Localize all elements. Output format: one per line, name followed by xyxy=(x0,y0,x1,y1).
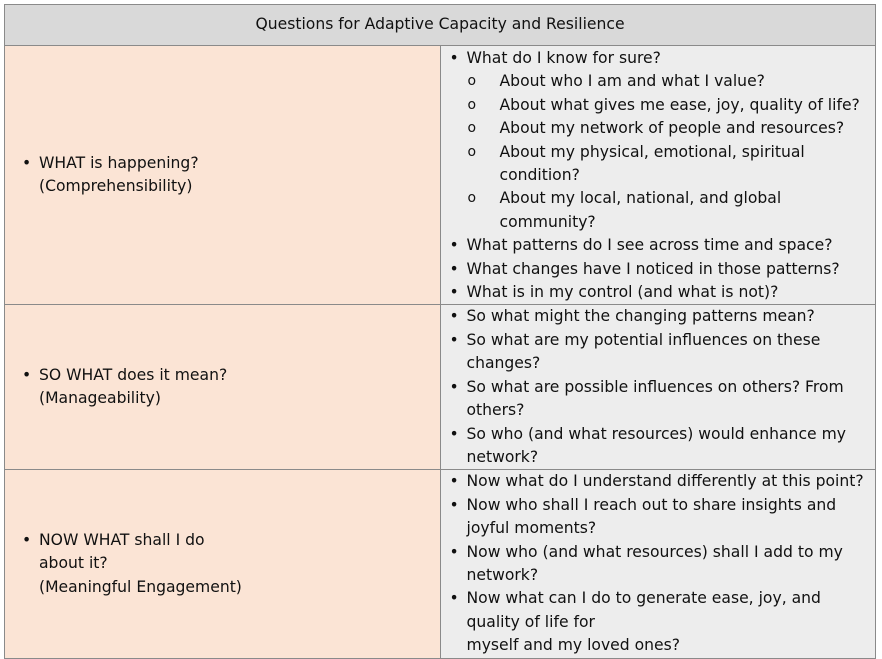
row-heading-cell xyxy=(5,46,441,305)
row-heading: • SO WHAT does it mean? (Manageability) xyxy=(39,364,434,411)
row-heading-cell xyxy=(5,470,441,658)
sub-list-item: o About what gives me ease, joy, quality of life? xyxy=(467,94,870,117)
list-item: • So what are my potential influences on these changes? xyxy=(467,329,870,376)
sub-list-item: o About my physical, emotional, spiritual condition? xyxy=(467,141,870,188)
questions-cell xyxy=(440,305,876,470)
list-item: • Now what can I do to generate ease, joy, and quality of life for myself and my loved ones? xyxy=(467,587,870,657)
sub-list-item: o About my network of people and resources? xyxy=(467,117,870,140)
table-row xyxy=(5,470,876,658)
questions-cell xyxy=(440,46,876,305)
row-heading: • NOW WHAT shall I do about it? (Meaningful Engagement) xyxy=(39,529,434,599)
table-row xyxy=(5,46,876,305)
table-row xyxy=(5,305,876,470)
list-item: • Now what do I understand differently at this point? xyxy=(467,470,870,493)
list-item: • Now who (and what resources) shall I add to my network? xyxy=(467,541,870,588)
list-item: • So who (and what resources) would enhance my network? xyxy=(467,423,870,470)
row-heading-cell xyxy=(5,305,441,470)
sub-list-item: o About my local, national, and global community? xyxy=(467,187,870,234)
question-list xyxy=(441,470,876,657)
row-heading: • WHAT is happening? (Comprehensibility) xyxy=(39,152,434,199)
list-item: • What do I know for sure? xyxy=(467,47,870,70)
sub-list-item: o About who I am and what I value? xyxy=(467,70,870,93)
list-item: • Now who shall I reach out to share insights and joyful moments? xyxy=(467,494,870,541)
list-item: • So what might the changing patterns mean? xyxy=(467,305,870,328)
resilience-questions-table xyxy=(4,4,876,659)
question-list xyxy=(441,46,876,304)
table-title: Questions for Adaptive Capacity and Resilience xyxy=(5,5,876,46)
list-item: • So what are possible influences on others? From others? xyxy=(467,376,870,423)
list-item: • What is in my control (and what is not)? xyxy=(467,281,870,304)
questions-cell xyxy=(440,470,876,658)
list-item: • What changes have I noticed in those patterns? xyxy=(467,258,870,281)
question-list xyxy=(441,305,876,469)
list-item: • What patterns do I see across time and space? xyxy=(467,234,870,257)
